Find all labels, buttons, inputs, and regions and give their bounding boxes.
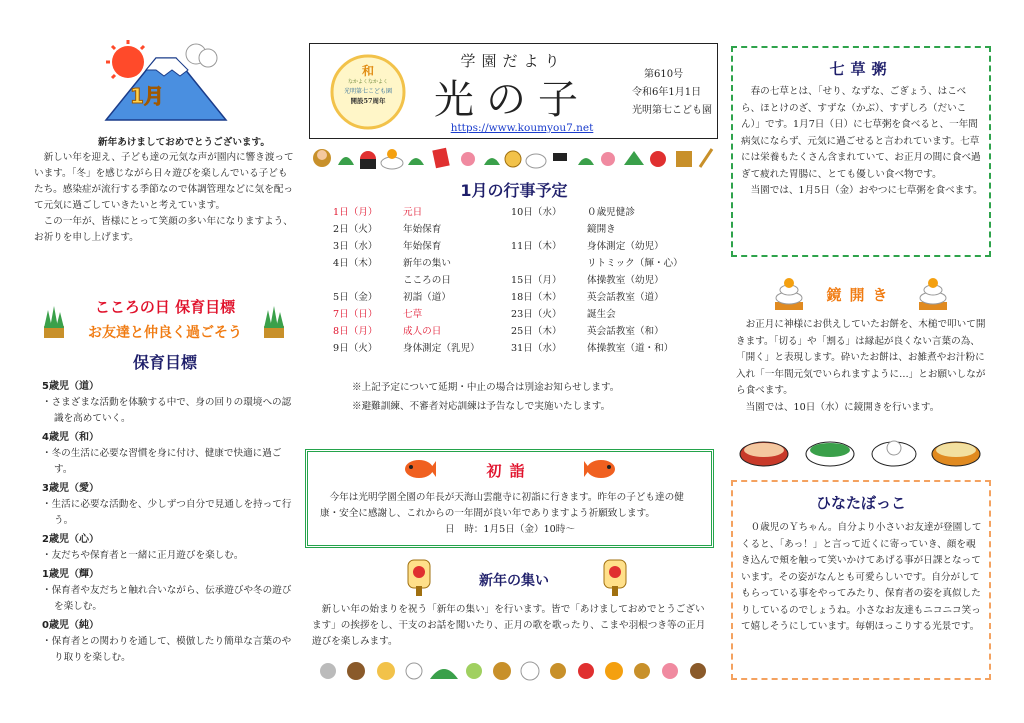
issue-date: 令和6年1月1日 [632, 87, 702, 98]
age-goal-title: 2歳児（心） [42, 534, 99, 545]
greeting-body [34, 150, 296, 246]
nanakusa-body [741, 84, 983, 200]
schedule-date: 10日（水） [511, 207, 562, 218]
schedule-row [333, 221, 713, 238]
age-goals-list [42, 378, 294, 668]
schedule-event: 初詣（道） [403, 292, 451, 303]
schedule-row [333, 238, 713, 255]
issue-number: 第610号 [644, 69, 684, 80]
age-goal [42, 378, 294, 427]
schedule-event: 鏡開き [587, 224, 616, 235]
schedule-date: 23日（火） [511, 309, 562, 320]
age-goal-text: ・友だちや保育者と一緒に正月遊びを楽しむ。 [42, 550, 244, 561]
schedule-event: 体操教室（道・和） [587, 343, 674, 354]
schedule-date [333, 272, 403, 289]
schedule-row [333, 340, 713, 357]
logo-text-3: 開設57周年 [350, 97, 386, 105]
zodiac-animals-row [308, 655, 718, 683]
masthead [309, 43, 718, 139]
kokoro-day-subtitle: お友達と仲良く過ごそう [88, 325, 242, 341]
schedule-notes [352, 378, 712, 416]
schedule-note: ※上記予定について延期・中止の場合は別途お知らせします。 [352, 382, 620, 393]
age-goal-title: 5歳児（道） [42, 381, 99, 392]
logo-mark: 和 [361, 64, 374, 78]
schedule-date: 31日（水） [511, 343, 562, 354]
greeting-paragraph-2: この一年が、皆様にとって笑顔の多い年になりますよう、お祈りを申し上げます。 [34, 216, 293, 243]
schedule-event: 新年の集い [403, 258, 451, 269]
new-year-decorations-row [308, 143, 718, 173]
hatsumoude-time: 日 時：1月5日（金）10時～ [445, 524, 575, 535]
hatsumoude-text: 今年は光明学園全園の年長が天海山雲龍寺に初詣に行きます。昨年の子ども達の健康・安全に感謝し、これからの一年間が良い年でありますよう祈願致します。 [320, 492, 684, 519]
age-goal-text: ・保育者や友だちと触れ合いながら、伝承遊びや冬の遊びを楽しむ。 [42, 585, 292, 612]
newsletter-title: 光の子 [434, 77, 590, 123]
schedule-event: 体操教室（幼児） [587, 275, 664, 286]
schedule-event: 英会話教室（道） [587, 292, 664, 303]
nanakusa-box [731, 46, 991, 257]
schedule-date: 5日（金） [333, 292, 378, 303]
schedule-date: 1日（月） [333, 207, 378, 218]
schedule-date [511, 221, 587, 238]
age-goal [42, 480, 294, 529]
issue-info [632, 66, 712, 120]
schedule-date [511, 255, 587, 272]
schedule-date: 8日（月） [333, 326, 378, 337]
schedule-row [333, 255, 713, 272]
hatsumoude-title: 初詣 [486, 462, 533, 480]
newsletter-subtitle: 学園だより [460, 52, 566, 70]
left-column [34, 0, 296, 723]
schedule-date: 9日（火） [333, 343, 378, 354]
schedule-event: こころの日 [403, 275, 451, 286]
age-goal-title: 1歳児（輝） [42, 569, 99, 580]
schedule-date: 25日（木） [511, 326, 562, 337]
schedule-note: ※避難訓練、不審者対応訓練は予告なしで実施いたします。 [352, 401, 611, 412]
hinatabokko-title: ひなたぼっこ [815, 494, 906, 512]
schedule-date: 18日（木） [511, 292, 562, 303]
schedule-date: 3日（水） [333, 241, 378, 252]
hinatabokko-box [731, 480, 991, 680]
schedule-event: 年始保育 [403, 241, 442, 252]
age-goal [42, 617, 294, 666]
schedule-event: 年始保育 [403, 224, 442, 235]
age-goal-text: ・生活に必要な活動を、少しずつ自分で見通しを持って行う。 [42, 499, 292, 526]
schedule-event: ０歳児健診 [587, 207, 635, 218]
age-goal [42, 531, 294, 564]
new-year-gathering-title: 新年の集い [479, 573, 549, 589]
month-badge: 1月 [130, 84, 164, 108]
logo-text-2: 光明第七こども園 [343, 88, 392, 95]
food-illustrations-row [734, 430, 990, 470]
schedule-table [333, 204, 713, 357]
kagami-biraki-text: お正月に神様にお供えしていたお餅を、木槌で叩いて開きます。「切る」や「割る」は縁起が良くない言葉の為、「開く」と表現します。砕いたお餅は、お雑煮やお汁粉に入れ「一年間元気でいられますように…」とお願いしながら食べます。 [736, 319, 986, 396]
hatsumoude-body [320, 490, 700, 538]
age-goal [42, 429, 294, 478]
goals-heading: 保育目標 [132, 353, 197, 372]
schedule-event: 七草 [403, 309, 423, 320]
kagami-biraki-body [736, 317, 986, 416]
age-goal-title: 0歳児（純） [42, 620, 99, 631]
nanakusa-text-2: 当園では、1月5日（金）おやつに七草粥を食べます。 [750, 185, 983, 196]
greeting-paragraph-1: 新しい年を迎え、子ども達の元気な声が園内に響き渡っています。「冬」を感じながら日々遊びを楽しんでいる子どもたち。感染症が流行する季節なので体調管理などに気を配って元気に過ごしていきたいと考えています。 [34, 152, 294, 211]
kagami-biraki-text-2: 当園では、10日（水）に鏡開きを行います。 [745, 401, 940, 413]
greeting-title: 新年あけましておめでとうございます。 [98, 137, 270, 148]
schedule-event: 身体測定（幼児） [587, 241, 664, 252]
schedule-event: リトミック（輝・心） [587, 258, 683, 269]
schedule-event: 英会話教室（和） [587, 326, 664, 337]
schedule-event: 誕生会 [587, 309, 616, 320]
schedule-date: 4日（木） [333, 258, 378, 269]
schedule-date: 15日（月） [511, 275, 562, 286]
schedule-row [333, 323, 713, 340]
schedule-date: 2日（火） [333, 224, 378, 235]
schedule-row [333, 204, 713, 221]
kagami-biraki-title: 鏡開き [826, 286, 896, 304]
nanakusa-title: 七草粥 [829, 60, 893, 78]
age-goal-text: ・保育者との関わりを通して、模倣したり簡単な言葉のやり取りを楽しむ。 [42, 636, 292, 663]
nanakusa-text: 春の七草とは、「せり、なずな、ごぎょう、はこべら、ほとけのざ、すずな（かぶ）、すずしろ（だいこん）」です。1月7日（日）に七草粥を食べると、一年間病気にならず、元気に過ごせると言われています。七草には栄養もたくさん含まれていて、お正月の間に食べ過ぎて疲れた胃腸に、とても優しい食べ物です。 [741, 86, 981, 180]
schedule-title: 1月の行事予定 [460, 181, 568, 200]
website-link[interactable]: https://www.koumyou7.net [450, 122, 594, 134]
kokoro-day-title: こころの日 保育目標 [94, 298, 236, 316]
schedule-date: 11日（木） [511, 241, 562, 252]
schedule-event: 成人の日 [403, 326, 442, 337]
schedule-row [333, 272, 713, 289]
issue-school: 光明第七こども園 [632, 105, 712, 116]
hatsumoude-box [305, 449, 714, 548]
schedule-date: 7日（日） [333, 309, 378, 320]
hinatabokko-text: ０歳児のＹちゃん。自分より小さいお友達が登園してくると、「あっ！」と言って近くに寄っていき、顔を覗き込んで頬を触って笑いかけてあげる事が日課となっています。その姿がなんとも可愛らしいです。自分がしてもらっている事をやってみたり、保育者の姿を真似したりしているのでしょうね。小さなお友達もニコニコ笑って嬉しそうにしています。毎朝ほっこりする光景です。 [741, 522, 982, 632]
age-goal-title: 3歳児（愛） [42, 483, 99, 494]
age-goal-text: ・さまざまな活動を体験する中で、身の回りの環境への認識を高めていく。 [42, 397, 292, 424]
schedule-row [333, 306, 713, 323]
age-goal-text: ・冬の生活に必要な習慣を身に付け、健康で快適に過ごす。 [42, 448, 282, 475]
age-goal-title: 4歳児（和） [42, 432, 99, 443]
age-goal [42, 566, 294, 615]
new-year-gathering-text: 新しい年の始まりを祝う「新年の集い」を行います。皆で「あけましておめでとうございます」の挨拶をし、干支のお話を聞いたり、正月の歌を歌ったり、こまや羽根つき等の正月遊びを楽しみます。 [312, 604, 706, 647]
logo-text-1: なかよくなかよく [347, 79, 388, 85]
schedule-event: 元日 [403, 207, 423, 218]
schedule-row [333, 289, 713, 306]
schedule-event: 身体測定（乳児） [403, 343, 480, 354]
